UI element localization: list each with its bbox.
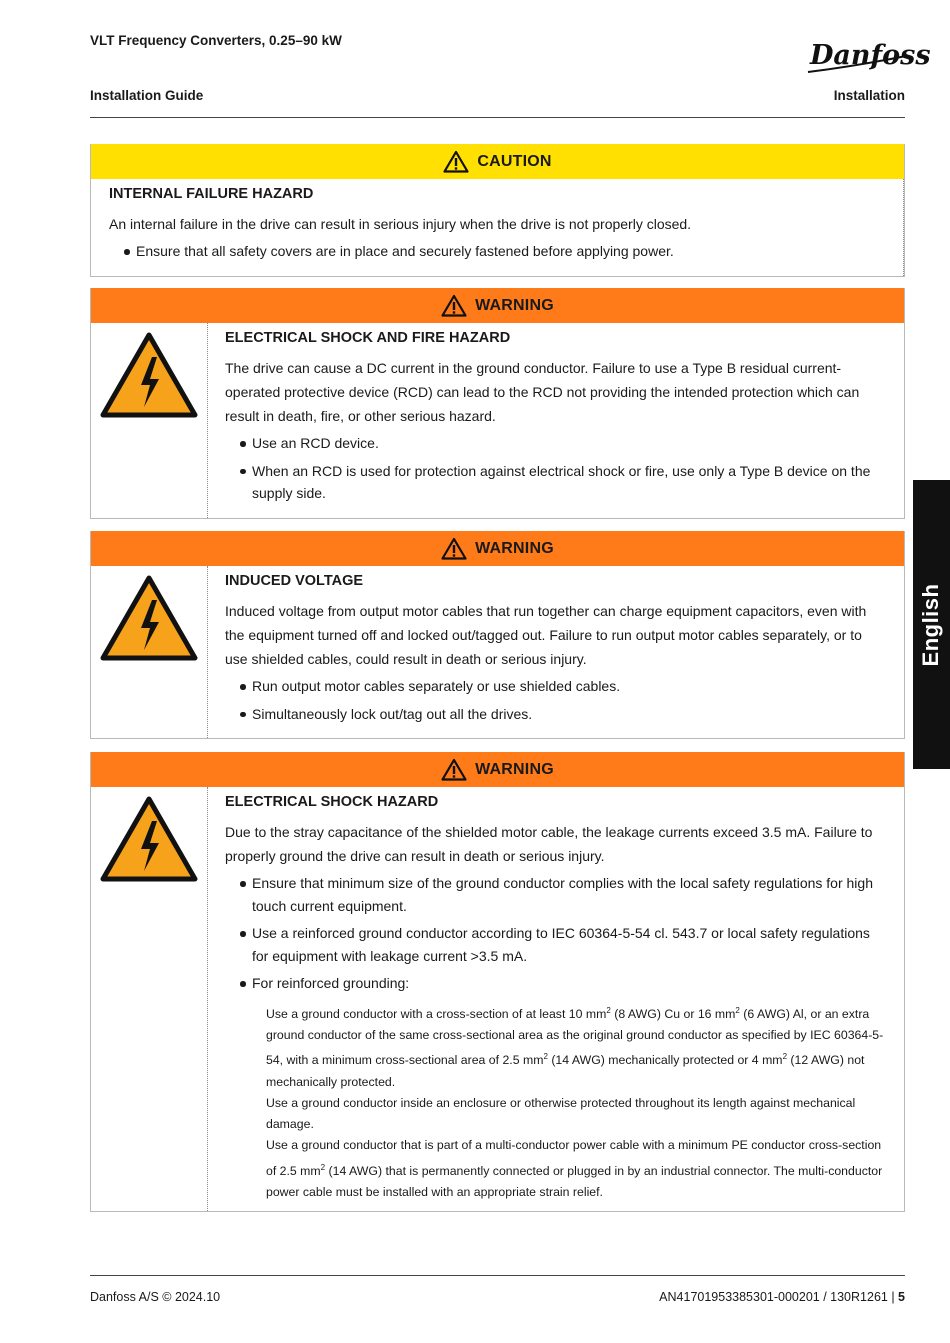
warning-title: INDUCED VOLTAGE <box>225 573 364 589</box>
warning-triangle-icon <box>441 537 467 560</box>
warning-triangle-icon <box>441 294 467 317</box>
warning-header <box>91 752 904 787</box>
warning-header <box>91 531 904 566</box>
list-item: Use an RCD device. <box>225 432 886 455</box>
hazard-icon-cell <box>91 323 208 518</box>
high-voltage-icon <box>99 795 199 885</box>
list-item: Ensure that all safety covers are in place and securely fastened before applying power. <box>109 240 885 263</box>
hazard-icon-cell <box>91 566 208 738</box>
warning-box-induced-voltage <box>90 531 905 739</box>
page-number: 5 <box>898 1290 905 1304</box>
caution-label: CAUTION <box>477 152 552 170</box>
caution-header <box>91 144 904 179</box>
high-voltage-icon <box>99 331 199 421</box>
warning-box-electrical-shock <box>90 752 905 1212</box>
logo-text: Danfoss <box>810 40 931 71</box>
language-tab-label: English <box>918 583 943 667</box>
grounding-option-multi-conductor: Use a ground conductor that is part of a multi-conductor power cable with a minimum PE conductor cross-section of 2.5 $mm^2$ (14 AWG) that is permanently connected or plugged in by an industrial connector. The multi-conductor power cable must be installed with an appropriate strain relief. <box>266 1138 883 1200</box>
list-item: For reinforced grounding: <box>225 972 886 995</box>
warning-header <box>91 288 904 323</box>
warning-triangle-icon <box>443 150 469 173</box>
warning-label: WARNING <box>475 539 554 557</box>
warning-body <box>91 787 904 1211</box>
warning-content <box>208 787 904 1211</box>
caution-bullets <box>109 240 885 263</box>
list-item: When an RCD is used for protection against electrical shock or fire, use only a Type B device on the supply side. <box>225 460 886 505</box>
warning-text: Induced voltage from output motor cables that run together can charge equipment capacitors, even with the equipment turned off and locked out/tagged out. Failure to run output motor cables separately, or to use shielded cables, could result in death or serious injury. <box>225 603 867 667</box>
warning-title: ELECTRICAL SHOCK AND FIRE HAZARD <box>225 330 511 346</box>
warning-text: The drive can cause a DC current in the ground conductor. Failure to use a Type B residual current-operated protective device (RCD) can lead to the RCD not providing the intended protection which can result in death, fire, or other serious hazard. <box>225 360 860 424</box>
document-subtitle: Installation Guide <box>90 88 204 103</box>
list-item: Ensure that minimum size of the ground conductor complies with the local safety regulations for high touch current equipment. <box>225 872 886 917</box>
footer-doc-number: AN41701953385301-000201 / 130R1261 | 5 <box>659 1290 905 1304</box>
warning-box-electrical-shock-fire <box>90 288 905 519</box>
list-item: Simultaneously lock out/tag out all the drives. <box>225 703 886 726</box>
warning-content <box>208 323 904 518</box>
warning-bullets <box>225 872 886 995</box>
hazard-icon-cell <box>91 787 208 1211</box>
grounding-option-cross-section: Use a ground conductor with a cross-section of at least 10 $mm^2$ (8 AWG) Cu or 16 $mm^2$ (6 AWG) Al, or an extra ground conductor of the same cross-sectional area as the original ground conductor as specified by IEC 60364-5-54, with a minimum cross-sectional area of 2.5 $mm^2$ (14 AWG) mechanically protected or 4 $mm^2$ (12 AWG) not mechanically protected. <box>266 1005 884 1089</box>
warning-label: WARNING <box>475 296 554 314</box>
header-rule <box>90 117 905 118</box>
footer-copyright: Danfoss A/S © 2024.10 <box>90 1290 221 1304</box>
caution-content <box>91 179 904 276</box>
warning-text: Due to the stray capacitance of the shielded motor cable, the leakage currents exceed 3.5 mA. Failure to properly ground the drive can result in death or serious injury. <box>225 824 873 864</box>
danfoss-logo <box>806 34 931 76</box>
grounding-option-enclosure: Use a ground conductor inside an enclosure or otherwise protected throughout its length against mechanical damage. <box>266 1095 856 1132</box>
list-item: Use a reinforced ground conductor according to IEC 60364-5-54 cl. 543.7 or local safety regulations for equipment with leakage current >3.5 mA. <box>225 922 886 967</box>
high-voltage-icon <box>99 574 199 664</box>
section-name: Installation <box>833 88 905 103</box>
warning-title: ELECTRICAL SHOCK HAZARD <box>225 794 439 810</box>
warning-body <box>91 566 904 738</box>
warning-label: WARNING <box>475 760 554 778</box>
warning-bullets <box>225 675 886 725</box>
warning-body <box>91 323 904 518</box>
warning-triangle-icon <box>441 758 467 781</box>
warning-content <box>208 566 904 738</box>
reinforced-grounding-details <box>225 1000 886 1204</box>
caution-text: An internal failure in the drive can result in serious injury when the drive is not properly closed. <box>109 216 692 232</box>
footer-rule <box>90 1275 905 1276</box>
warning-bullets <box>225 432 886 505</box>
list-item: Run output motor cables separately or use shielded cables. <box>225 675 886 698</box>
document-title: VLT Frequency Converters, 0.25–90 kW <box>90 33 342 48</box>
caution-title: INTERNAL FAILURE HAZARD <box>109 186 314 202</box>
caution-box <box>90 144 905 277</box>
